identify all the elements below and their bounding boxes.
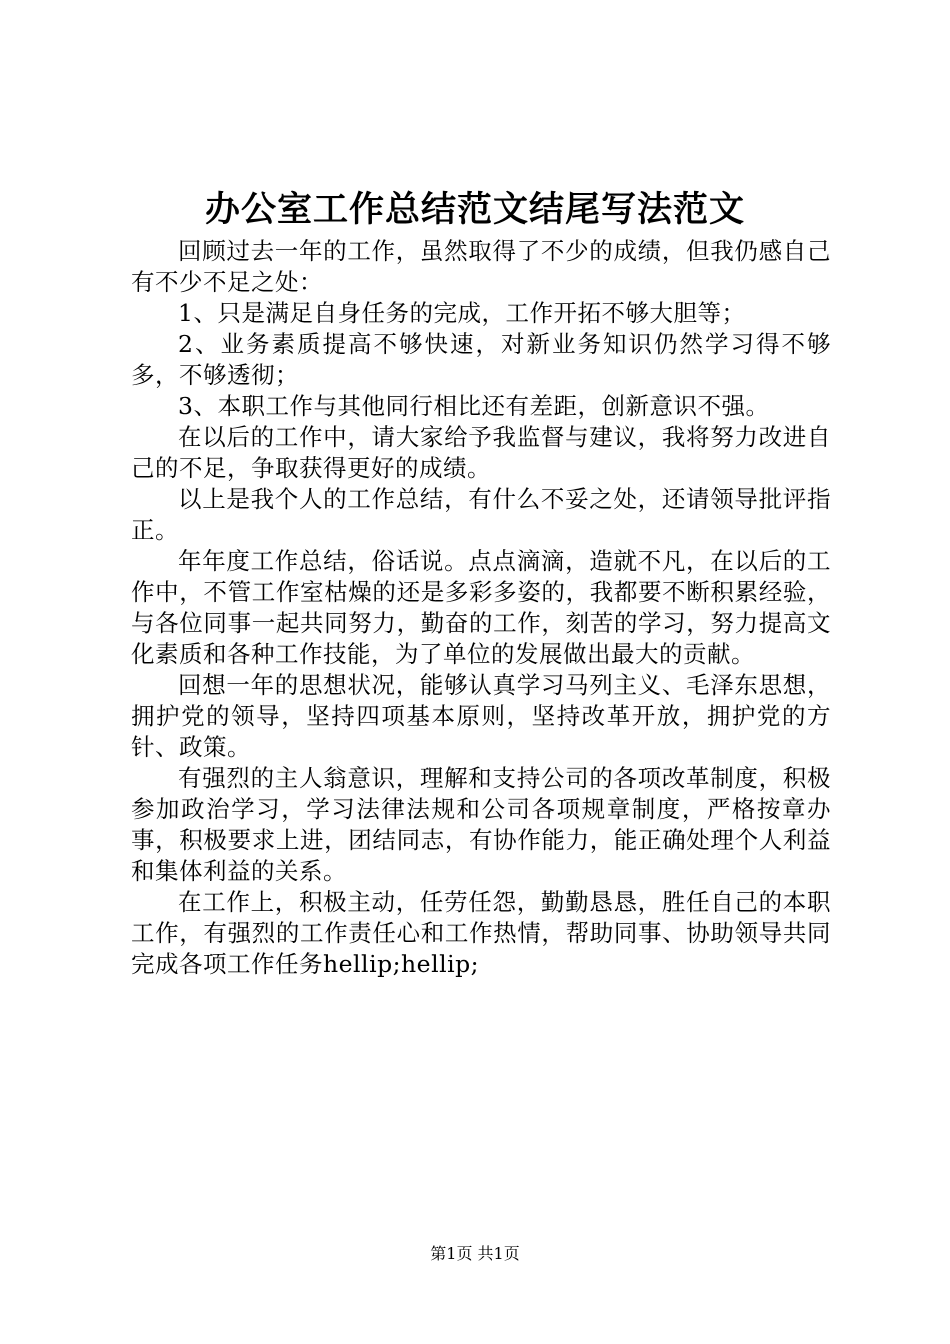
- paragraph-5: 在以后的工作中，请大家给予我监督与建议，我将努力改进自己的不足，争取获得更好的成绩。: [131, 423, 831, 482]
- paragraph-3: 2、业务素质提高不够快速，对新业务知识仍然学习得不够多，不够透彻；: [131, 330, 831, 389]
- paragraph-1: 回顾过去一年的工作，虽然取得了不少的成绩，但我仍感自己有不少不足之处：: [131, 237, 831, 296]
- paragraph-9: 有强烈的主人翁意识，理解和支持公司的各项改革制度，积极参加政治学习，学习法律法规和公司各项规章制度，严格按章办事，积极要求上进，团结同志，有协作能力，能正确处理个人利益和集体利益的关系。: [131, 764, 831, 885]
- paragraph-8: 回想一年的思想状况，能够认真学习马列主义、毛泽东思想，拥护党的领导，坚持四项基本原则，坚持改革开放，拥护党的方针、政策。: [131, 671, 831, 761]
- page-footer: 第1页 共1页: [430, 1244, 520, 1263]
- paragraph-10: 在工作上，积极主动，任劳任怨，勤勤恳恳，胜任自己的本职工作，有强烈的工作责任心和工作热情，帮助同事、协助领导共同完成各项工作任务hellip;hellip;: [131, 888, 831, 978]
- paragraph-4: 3、本职工作与其他同行相比还有差距，创新意识不强。: [178, 392, 770, 420]
- document-body: [131, 236, 831, 980]
- document-title: 办公室工作总结范文结尾写法范文: [204, 189, 745, 230]
- paragraph-6: 以上是我个人的工作总结，有什么不妥之处，还请领导批评指正。: [131, 485, 831, 544]
- paragraph-2: 1、只是满足自身任务的完成，工作开拓不够大胆等；: [178, 299, 746, 327]
- paragraph-7: 年年度工作总结，俗话说。点点滴滴，造就不凡，在以后的工作中，不管工作室枯燥的还是多彩多姿的，我都要不断积累经验，与各位同事一起共同努力，勤奋的工作，刻苦的学习，努力提高文化素质和各种工作技能，为了单位的发展做出最大的贡献。: [131, 547, 831, 668]
